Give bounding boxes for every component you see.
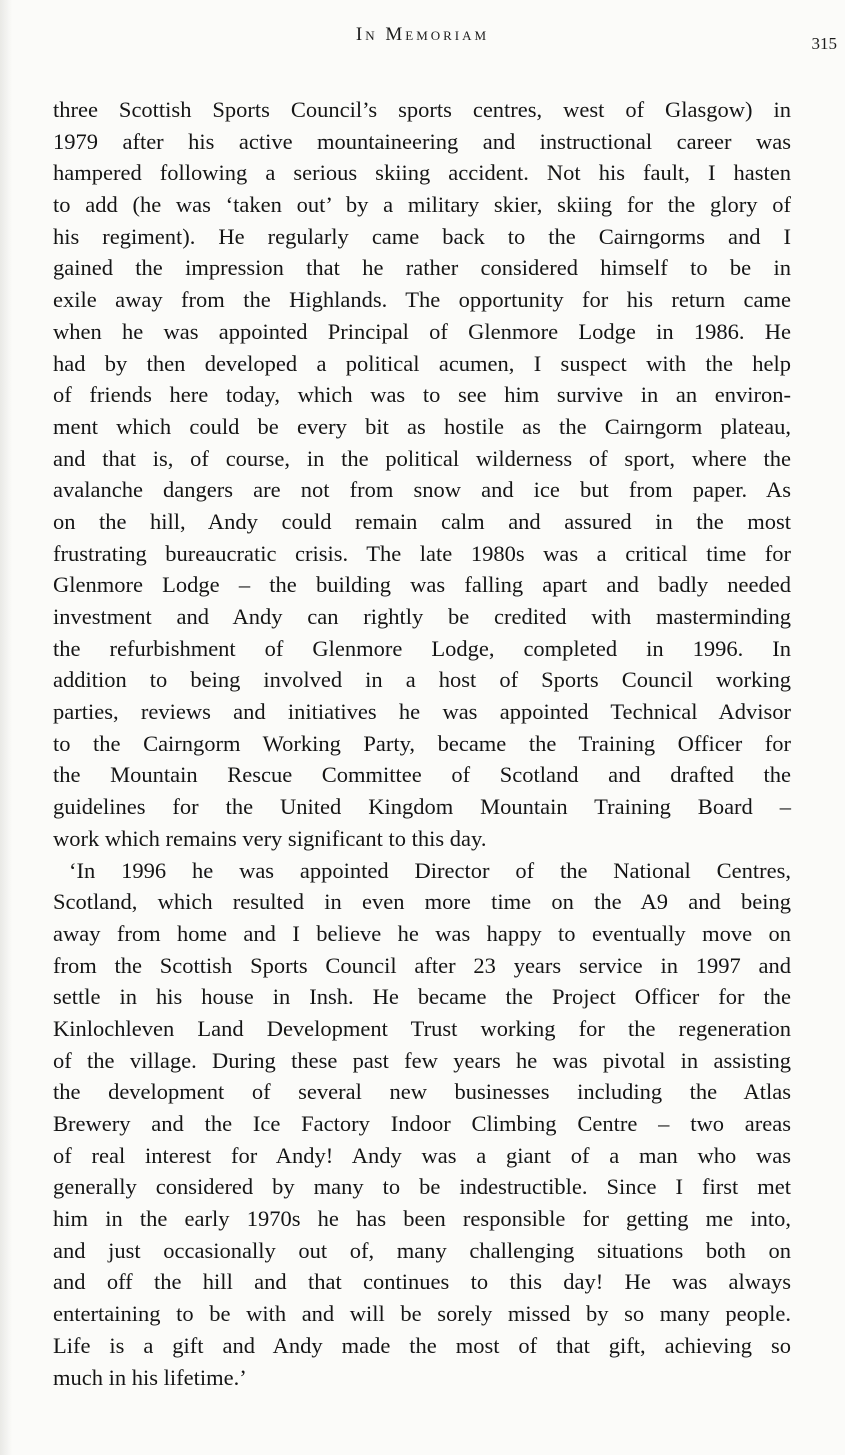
text-line: parties, reviews and initiatives he was appointed Technical Advisor bbox=[53, 699, 791, 725]
text-line: investment and Andy can rightly be credited with masterminding bbox=[53, 604, 791, 629]
text-line: of friends here today, which was to see him survive in an environ- bbox=[53, 382, 791, 408]
text-line: when he was appointed Principal of Glenmore Lodge in 1986. He bbox=[53, 318, 791, 344]
text-line: guidelines for the United Kingdom Mountain Training Board – bbox=[53, 794, 791, 820]
text-line: and just occasionally out of, many challenging situations both on bbox=[53, 1237, 791, 1263]
text-line: three Scottish Sports Council’s sports centres, west of Glasgow) in bbox=[53, 97, 791, 122]
text-line: work which remains very significant to this day. bbox=[53, 825, 487, 851]
text-line: Kinlochleven Land Development Trust working for the regeneration bbox=[53, 1015, 791, 1041]
page-number: 315 bbox=[811, 34, 837, 53]
text-line: him in the early 1970s he has been responsible for getting me into, bbox=[53, 1206, 791, 1232]
text-line: his regiment). He regularly came back to the Cairngorms and I bbox=[53, 223, 791, 249]
text-line: of the village. During these past few years he was pivotal in assisting bbox=[53, 1047, 791, 1073]
text-line: exile away from the Highlands. The opportunity for his return came bbox=[53, 287, 791, 313]
text-line: addition to being involved in a host of Sports Council working bbox=[53, 667, 791, 693]
text-line: entertaining to be with and will be sorely missed by so many people. bbox=[53, 1301, 791, 1327]
text-line: of real interest for Andy! Andy was a giant of a man who was bbox=[53, 1142, 791, 1168]
text-line: settle in his house in Insh. He became the Project Officer for the bbox=[53, 984, 791, 1010]
text-line: frustrating bureaucratic crisis. The late 1980s was a critical time for bbox=[53, 540, 791, 566]
text-line: the Mountain Rescue Committee of Scotland and drafted the bbox=[53, 762, 791, 788]
text-line: ment which could be every bit as hostile as the Cairngorm plateau, bbox=[53, 413, 791, 439]
text-line: to add (he was ‘taken out’ by a military skier, skiing for the glory of bbox=[53, 192, 791, 218]
page-gutter-shadow bbox=[0, 0, 12, 1455]
text-line: hampered following a serious skiing accident. Not his fault, I hasten bbox=[53, 160, 791, 186]
text-line: from the Scottish Sports Council after 23 years service in 1997 and bbox=[53, 952, 791, 978]
running-head: In Memoriam bbox=[355, 24, 490, 45]
text-line: generally considered by many to be indestructible. Since I first met bbox=[53, 1174, 791, 1200]
text-line: the refurbishment of Glenmore Lodge, completed in 1996. In bbox=[53, 635, 791, 661]
text-line: Glenmore Lodge – the building was falling apart and badly needed bbox=[53, 572, 791, 598]
text-line: had by then developed a political acumen, I suspect with the help bbox=[53, 350, 791, 376]
text-line: and off the hill and that continues to this day! He was always bbox=[53, 1269, 791, 1295]
text-line: on the hill, Andy could remain calm and assured in the most bbox=[53, 508, 791, 534]
text-line: much in his lifetime.’ bbox=[53, 1364, 247, 1390]
text-line: avalanche dangers are not from snow and ice but from paper. As bbox=[53, 477, 791, 503]
text-line: Life is a gift and Andy made the most of that gift, achieving so bbox=[53, 1332, 791, 1358]
text-line: the development of several new businesses including the Atlas bbox=[53, 1079, 791, 1105]
text-line: 1979 after his active mountaineering and instructional career was bbox=[53, 128, 791, 154]
text-line: to the Cairngorm Working Party, became the Training Officer for bbox=[53, 730, 791, 756]
text-line: gained the impression that he rather considered himself to be in bbox=[53, 255, 791, 281]
text-line: ‘In 1996 he was appointed Director of the National Centres, bbox=[69, 857, 791, 883]
text-line: Scotland, which resulted in even more time on the A9 and being bbox=[53, 889, 791, 915]
body-text bbox=[53, 94, 791, 1393]
text-line: Brewery and the Ice Factory Indoor Climbing Centre – two areas bbox=[53, 1111, 791, 1136]
text-line: and that is, of course, in the political wilderness of sport, where the bbox=[53, 445, 791, 471]
text-line: away from home and I believe he was happy to eventually move on bbox=[53, 920, 791, 946]
